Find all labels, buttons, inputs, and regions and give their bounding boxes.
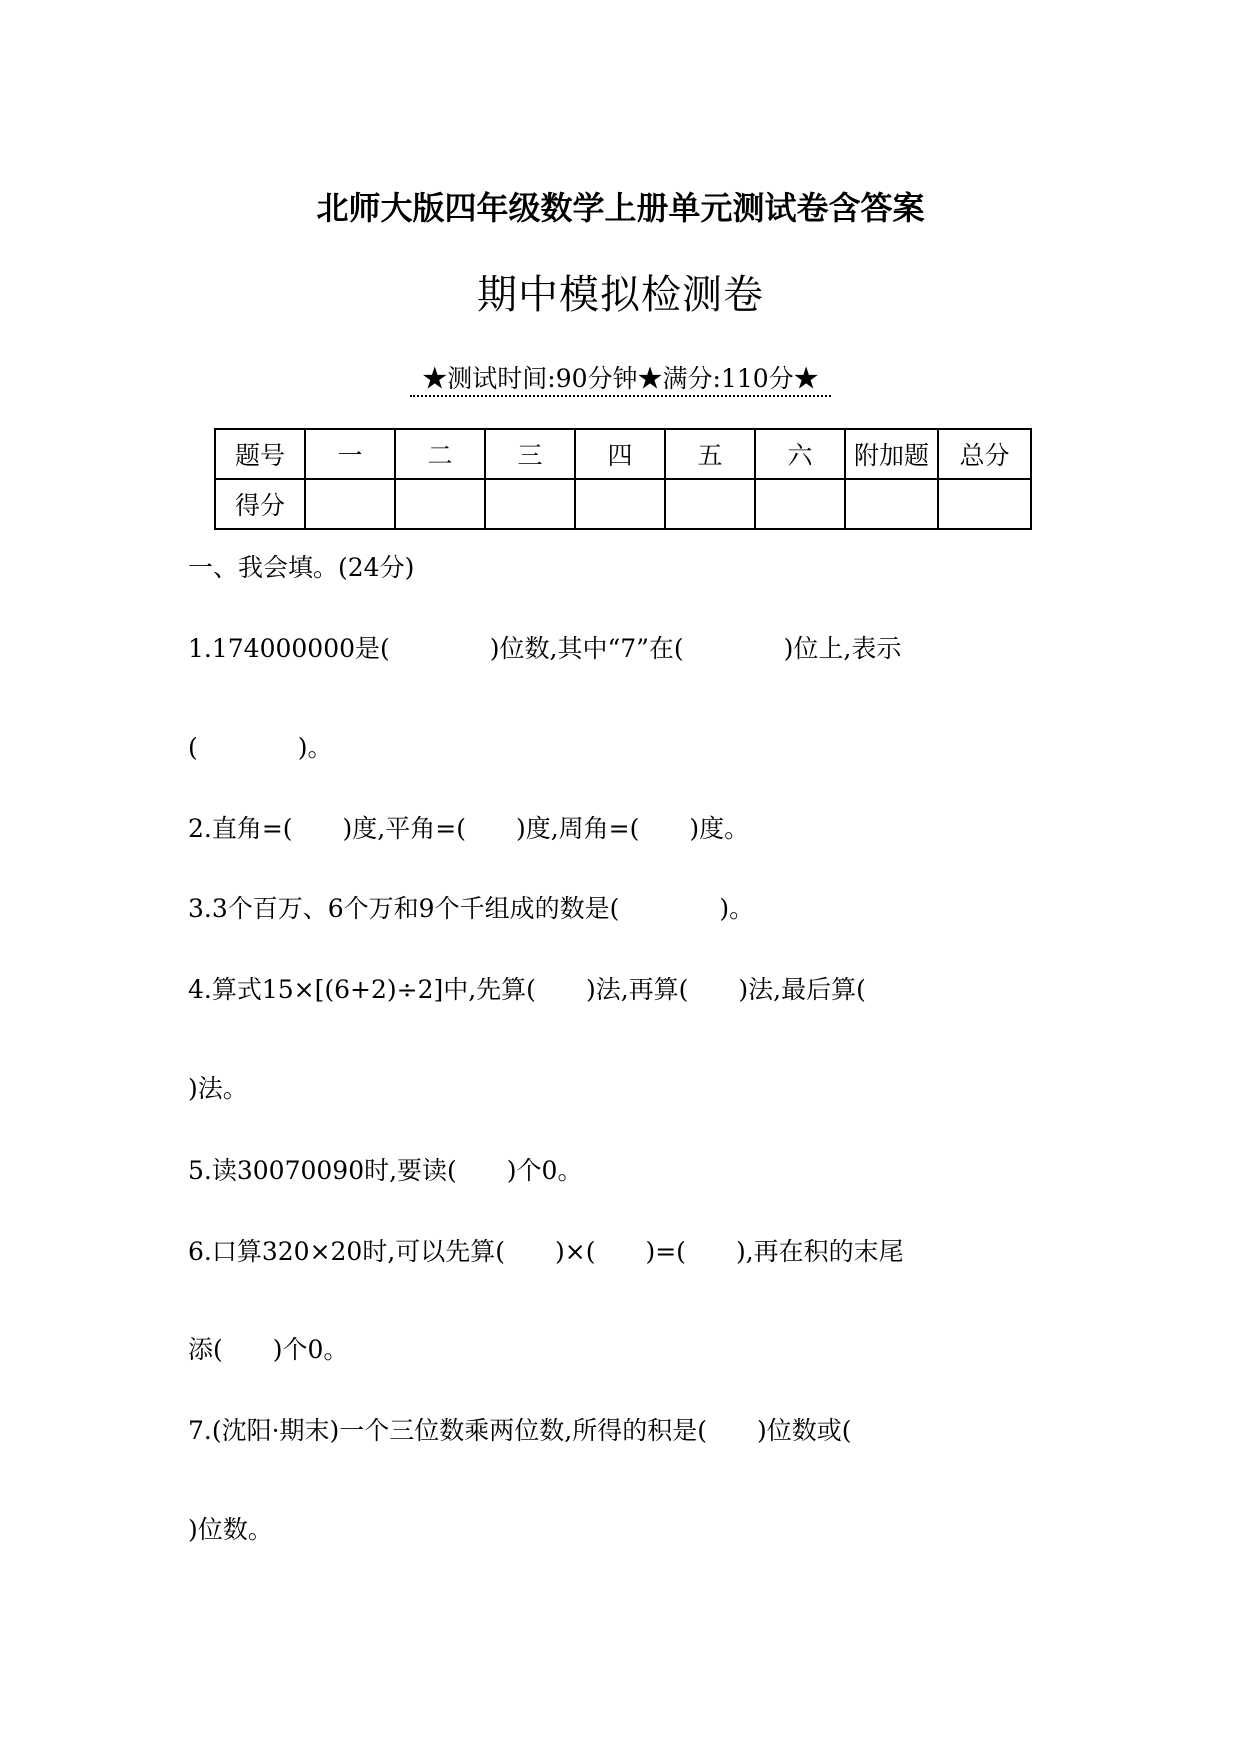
score-cell[interactable] bbox=[845, 479, 938, 529]
score-cell[interactable] bbox=[665, 479, 755, 529]
question-line: )位数。 bbox=[188, 1515, 273, 1544]
score-table-header-cell: 三 bbox=[485, 429, 575, 479]
score-table-score-row bbox=[215, 479, 1031, 529]
question-line: 1.174000000是( )位数,其中“7”在( )位上,表示 bbox=[188, 634, 902, 663]
score-table-header-row bbox=[215, 429, 1031, 479]
score-cell[interactable] bbox=[575, 479, 665, 529]
score-table-header-cell: 五 bbox=[665, 429, 755, 479]
score-row-label: 得分 bbox=[215, 479, 305, 529]
exam-subtitle: 期中模拟检测卷 bbox=[477, 272, 764, 318]
score-table-header-cell: 总分 bbox=[938, 429, 1031, 479]
score-cell[interactable] bbox=[305, 479, 395, 529]
question-line: ( )。 bbox=[188, 733, 333, 762]
page-title: 北师大版四年级数学上册单元测试卷含答案 bbox=[316, 189, 925, 227]
question-line: 添( )个0。 bbox=[188, 1335, 349, 1364]
score-table-header-cell: 四 bbox=[575, 429, 665, 479]
score-table-header-cell: 二 bbox=[395, 429, 485, 479]
score-table-header-cell: 附加题 bbox=[845, 429, 938, 479]
test-info-text: ★测试时间:90分钟★满分:110分★ bbox=[410, 364, 830, 397]
question-line: 7.(沈阳·期末)一个三位数乘两位数,所得的积是( )位数或( bbox=[188, 1416, 852, 1445]
question-line: 5.读30070090时,要读( )个0。 bbox=[188, 1156, 583, 1185]
question-line: 2.直角=( )度,平角=( )度,周角=( )度。 bbox=[188, 814, 750, 843]
score-cell[interactable] bbox=[485, 479, 575, 529]
score-cell[interactable] bbox=[938, 479, 1031, 529]
score-table-header-cell: 一 bbox=[305, 429, 395, 479]
question-line: 6.口算320×20时,可以先算( )×( )=( ),再在积的末尾 bbox=[188, 1237, 904, 1266]
question-line: )法。 bbox=[188, 1074, 248, 1103]
score-table-header-cell: 六 bbox=[755, 429, 845, 479]
score-cell[interactable] bbox=[755, 479, 845, 529]
score-table-header-cell: 题号 bbox=[215, 429, 305, 479]
question-line: 4.算式15×[(6+2)÷2]中,先算( )法,再算( )法,最后算( bbox=[188, 975, 866, 1004]
section-heading: 一、我会填。(24分) bbox=[188, 553, 415, 582]
test-info bbox=[0, 362, 1241, 396]
score-table bbox=[214, 428, 1032, 530]
question-line: 3.3个百万、6个万和9个千组成的数是( )。 bbox=[188, 894, 755, 923]
score-cell[interactable] bbox=[395, 479, 485, 529]
